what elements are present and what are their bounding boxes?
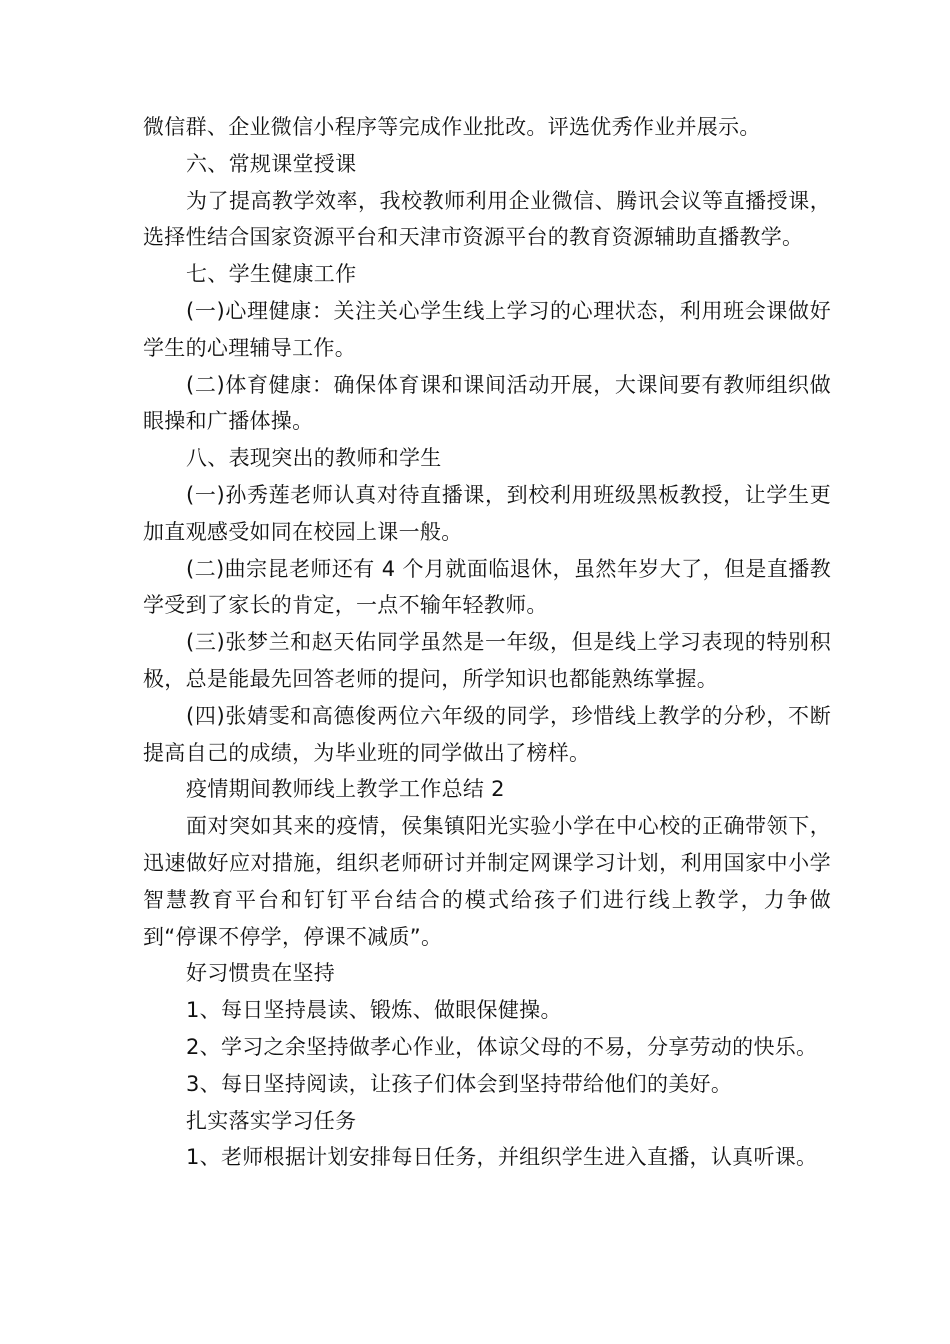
list-item: 2、学习之余坚持做孝心作业，体谅父母的不易，分享劳动的快乐。 [186,1034,818,1059]
paragraph: (二)曲宗昆老师还有 4 个月就面临退休，虽然年岁大了，但是直播教学受到了家长的肯定，一点不输年轻教师。 [143,556,831,618]
paragraph: (四)张婧雯和高德俊两位六年级的同学，珍惜线上教学的分秒，不断提高自己的成绩，为毕业班的同学做出了榜样。 [143,703,831,765]
document-title: 疫情期间教师线上教学工作总结 2 [186,777,505,802]
section-heading: 六、常规课堂授课 [186,151,357,176]
list-item: 3、每日坚持阅读，让孩子们体会到坚持带给他们的美好。 [186,1071,733,1096]
section-heading: 扎实落实学习任务 [186,1108,357,1133]
paragraph: 微信群、企业微信小程序等完成作业批改。评选优秀作业并展示。 [143,115,761,139]
section-heading: 好习惯贵在坚持 [186,961,336,986]
section-heading: 八、表现突出的教师和学生 [186,446,442,471]
paragraph: (三)张梦兰和赵天佑同学虽然是一年级，但是线上学习表现的特别积极，总是能最先回答老师的提问，所学知识也都能熟练掌握。 [143,630,831,691]
document-body [143,109,831,1176]
paragraph: (二)体育健康：确保体育课和课间活动开展，大课间要有教师组织做眼操和广播体操。 [143,372,831,434]
paragraph: (一)心理健康：关注关心学生线上学习的心理状态，利用班会课做好学生的心理辅导工作。 [143,298,831,360]
list-item: 1、每日坚持晨读、锻炼、做眼保健操。 [186,998,562,1023]
paragraph: 为了提高教学效率，我校教师利用企业微信、腾讯会议等直播授课，选择性结合国家资源平台和天津市资源平台的教育资源辅助直播教学。 [143,188,831,250]
list-item: 1、老师根据计划安排每日任务，并组织学生进入直播，认真听课。 [186,1145,818,1170]
paragraph: (一)孙秀莲老师认真对待直播课，到校利用班级黑板教授，让学生更加直观感受如同在校园上课一般。 [143,482,831,544]
section-heading: 七、学生健康工作 [186,262,357,287]
paragraph: 面对突如其来的疫情，侯集镇阳光实验小学在中心校的正确带领下，迅速做好应对措施，组织老师研讨并制定网课学习计划，利用国家中小学智慧教育平台和钉钉平台结合的模式给孩子们进行线上教学，力争做到“停课不停学，停课不减质”。 [143,814,831,949]
